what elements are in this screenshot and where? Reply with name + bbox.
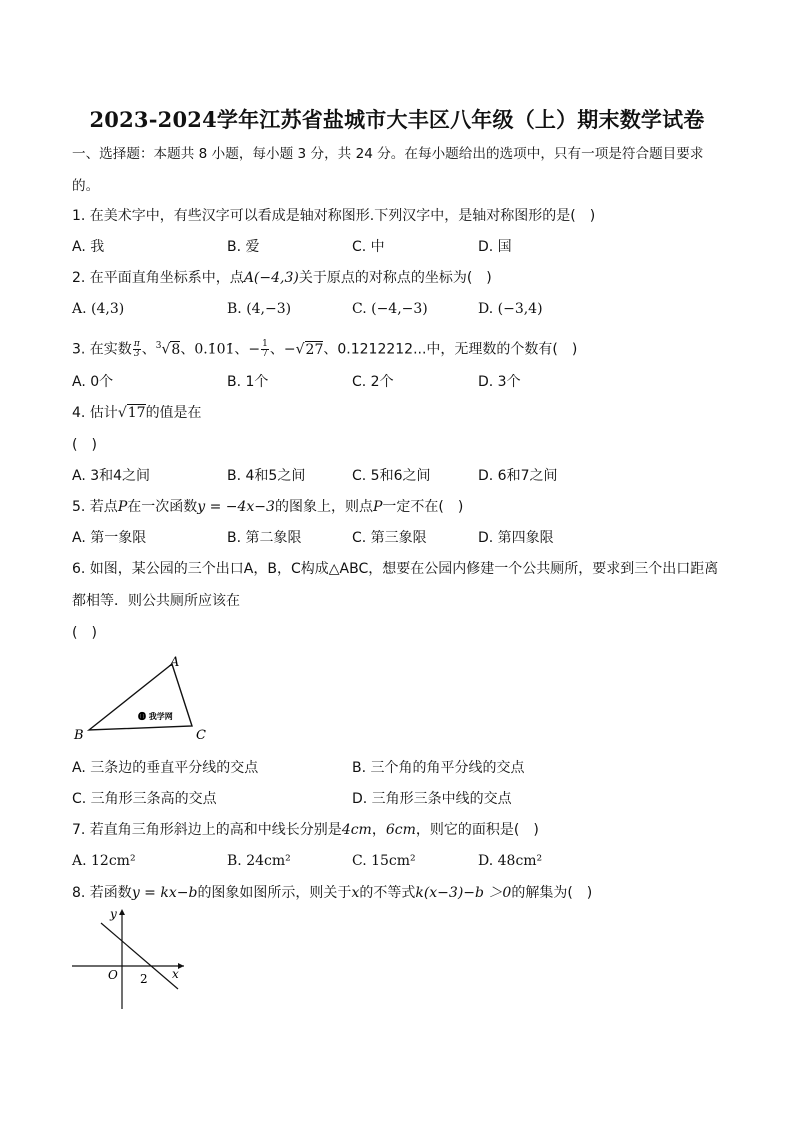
q3-frac-den: 7	[262, 349, 268, 360]
q3-option-a[interactable]: A. 0个	[72, 374, 114, 390]
q3-sep1: 、	[141, 341, 156, 358]
q1-option-c[interactable]: C. 中	[352, 239, 385, 255]
q7-option-c[interactable]: C. 15cm²	[352, 853, 416, 869]
q5-stem-text-b: 在一次函数	[127, 499, 198, 515]
q2-option-b[interactable]: B. (4,−3)	[227, 301, 292, 317]
q3-pi-den: 3	[133, 349, 140, 360]
q7-option-d[interactable]: D. 48cm²	[478, 853, 543, 869]
q2-stem-text-a: 2. 在平面直角坐标系中，点	[72, 270, 244, 286]
label-a: A	[170, 655, 180, 670]
q6-option-c[interactable]: C. 三角形三条高的交点	[72, 791, 217, 807]
q5-stem-text-d: 一定不在( )	[382, 499, 464, 515]
q4-sqrt-icon: √	[117, 405, 127, 421]
q3-cbrt-value: 8	[171, 341, 181, 358]
intercept-label: 2	[140, 972, 148, 986]
q3-frac-num: 1	[262, 339, 268, 350]
question-7-stem	[72, 820, 539, 840]
origin-label: O	[108, 968, 118, 982]
q3-root-value: 27	[305, 341, 324, 358]
q2-point: A(−4,3)	[243, 270, 299, 286]
q7-stem-text-b: ，则它的面积是( )	[415, 822, 539, 838]
q3-stem-text-a: 3. 在实数	[72, 341, 132, 358]
q4-root-value: 17	[127, 405, 146, 421]
q2-option-c[interactable]: C. (−4,−3)	[352, 301, 428, 317]
q3-neg-sign: 、−	[234, 341, 261, 358]
question-2-stem	[72, 268, 492, 288]
question-6-stem-line2: 都相等．则公共厕所应该在	[72, 593, 240, 609]
q5-stem-text-a: 5. 若点	[72, 499, 118, 515]
question-8-stem	[72, 883, 592, 903]
q7-option-b[interactable]: B. 24cm²	[227, 853, 291, 869]
q5-point-p: P	[117, 499, 128, 515]
q4-option-c[interactable]: C. 5和6之间	[352, 468, 431, 484]
section-instructions-line2: 的。	[72, 178, 100, 194]
q3-cbrt-index: 3	[155, 341, 162, 351]
q4-stem-text-a: 4. 估计	[72, 405, 118, 421]
q4-option-d[interactable]: D. 6和7之间	[478, 468, 558, 484]
q1-option-a[interactable]: A. 我	[72, 239, 105, 255]
q4-answer-paren: ( )	[72, 437, 97, 453]
q3-pi-fraction	[133, 340, 141, 359]
q8-function: y = kx−b	[131, 885, 198, 901]
q3-neg-root-sign: 、−	[269, 341, 296, 358]
q6-answer-paren: ( )	[72, 625, 97, 641]
watermark-stamp: ⓫ 我学网	[138, 711, 173, 721]
q6-option-d[interactable]: D. 三角形三条中线的交点	[352, 791, 512, 807]
y-axis-arrow-icon	[119, 909, 125, 915]
q4-option-a[interactable]: A. 3和4之间	[72, 468, 151, 484]
q8-stem-text-a: 8. 若函数	[72, 885, 132, 901]
q8-graph-figure	[68, 905, 188, 1015]
question-5-stem	[72, 497, 463, 517]
question-6-stem-line1: 6. 如图，某公园的三个出口A，B，C构成△ABC，想要在公园内修建一个公共厕所，要求到三个出口距离	[72, 561, 719, 577]
page-title: 2023-2024学年江苏省盐城市大丰区八年级（上）期末数学试卷	[89, 107, 705, 132]
q5-option-a[interactable]: A. 第一象限	[72, 530, 147, 546]
q5-point-p2: P	[372, 499, 383, 515]
question-1-stem: 1. 在美术字中，有些汉字可以看成是轴对称图形.下列汉字中，是轴对称图形的是( )	[72, 208, 596, 224]
q4-stem-text-b: 的值是在	[145, 405, 202, 421]
q4-option-b[interactable]: B. 4和5之间	[227, 468, 306, 484]
x-axis-arrow-icon	[178, 963, 184, 969]
q3-option-d[interactable]: D. 3个	[478, 374, 521, 390]
q3-pi-num: π	[133, 339, 140, 350]
q7-option-a[interactable]: A. 12cm²	[72, 853, 136, 869]
label-c: C	[196, 728, 206, 743]
q7-height-value: 4cm	[341, 822, 372, 838]
q3-stem-tail: 、0.1212212...中，无理数的个数有( )	[323, 341, 578, 358]
section-instructions-line1: 一、选择题：本题共 8 小题，每小题 3 分，共 24 分。在每小题给出的选项中，只有一项是符合题目要求	[72, 146, 704, 162]
q8-stem-text-d: 的解集为( )	[511, 885, 593, 901]
label-b: B	[74, 728, 84, 743]
q3-sqrt-icon: √	[295, 341, 305, 358]
question-4-stem	[72, 403, 202, 423]
q3-option-c[interactable]: C. 2个	[352, 374, 394, 390]
q2-option-a[interactable]: A. (4,3)	[72, 301, 125, 317]
q8-variable: x	[351, 885, 360, 901]
q5-option-b[interactable]: B. 第二象限	[227, 530, 302, 546]
q1-option-d[interactable]: D. 国	[478, 239, 512, 255]
question-3-stem	[72, 336, 577, 360]
q5-stem-text-c: 的图象上，则点	[274, 499, 373, 515]
q6-option-a[interactable]: A. 三条边的垂直平分线的交点	[72, 760, 259, 776]
q7-stem-text-a: 7. 若直角三角形斜边上的高和中线长分别是	[72, 822, 342, 838]
y-axis-label: y	[110, 907, 117, 921]
q3-radical-icon: √	[161, 341, 171, 358]
q8-stem-text-b: 的图象如图所示，则关于	[197, 885, 352, 901]
x-axis-label: x	[172, 967, 179, 981]
q3-option-b[interactable]: B. 1个	[227, 374, 269, 390]
q8-inequality: k(x−3)−b ＞0	[415, 885, 512, 901]
q5-option-d[interactable]: D. 第四象限	[478, 530, 554, 546]
q3-repeating-decimal: 0.1̇01̇	[194, 341, 235, 358]
q2-stem-text-b: 关于原点的对称点的坐标为( )	[298, 270, 492, 286]
q7-median-value: 6cm	[385, 822, 416, 838]
q2-option-d[interactable]: D. (−3,4)	[478, 301, 543, 317]
q8-stem-text-c: 的不等式	[359, 885, 416, 901]
q5-option-c[interactable]: C. 第三象限	[352, 530, 427, 546]
q6-triangle-figure	[70, 652, 220, 744]
q3-sep2: 、	[180, 341, 195, 358]
q3-fraction	[261, 340, 269, 359]
q7-sep: ，	[371, 822, 386, 838]
q6-option-b[interactable]: B. 三个角的角平分线的交点	[352, 760, 525, 776]
q1-option-b[interactable]: B. 爱	[227, 239, 260, 255]
q5-function: y = −4x−3	[197, 499, 275, 515]
